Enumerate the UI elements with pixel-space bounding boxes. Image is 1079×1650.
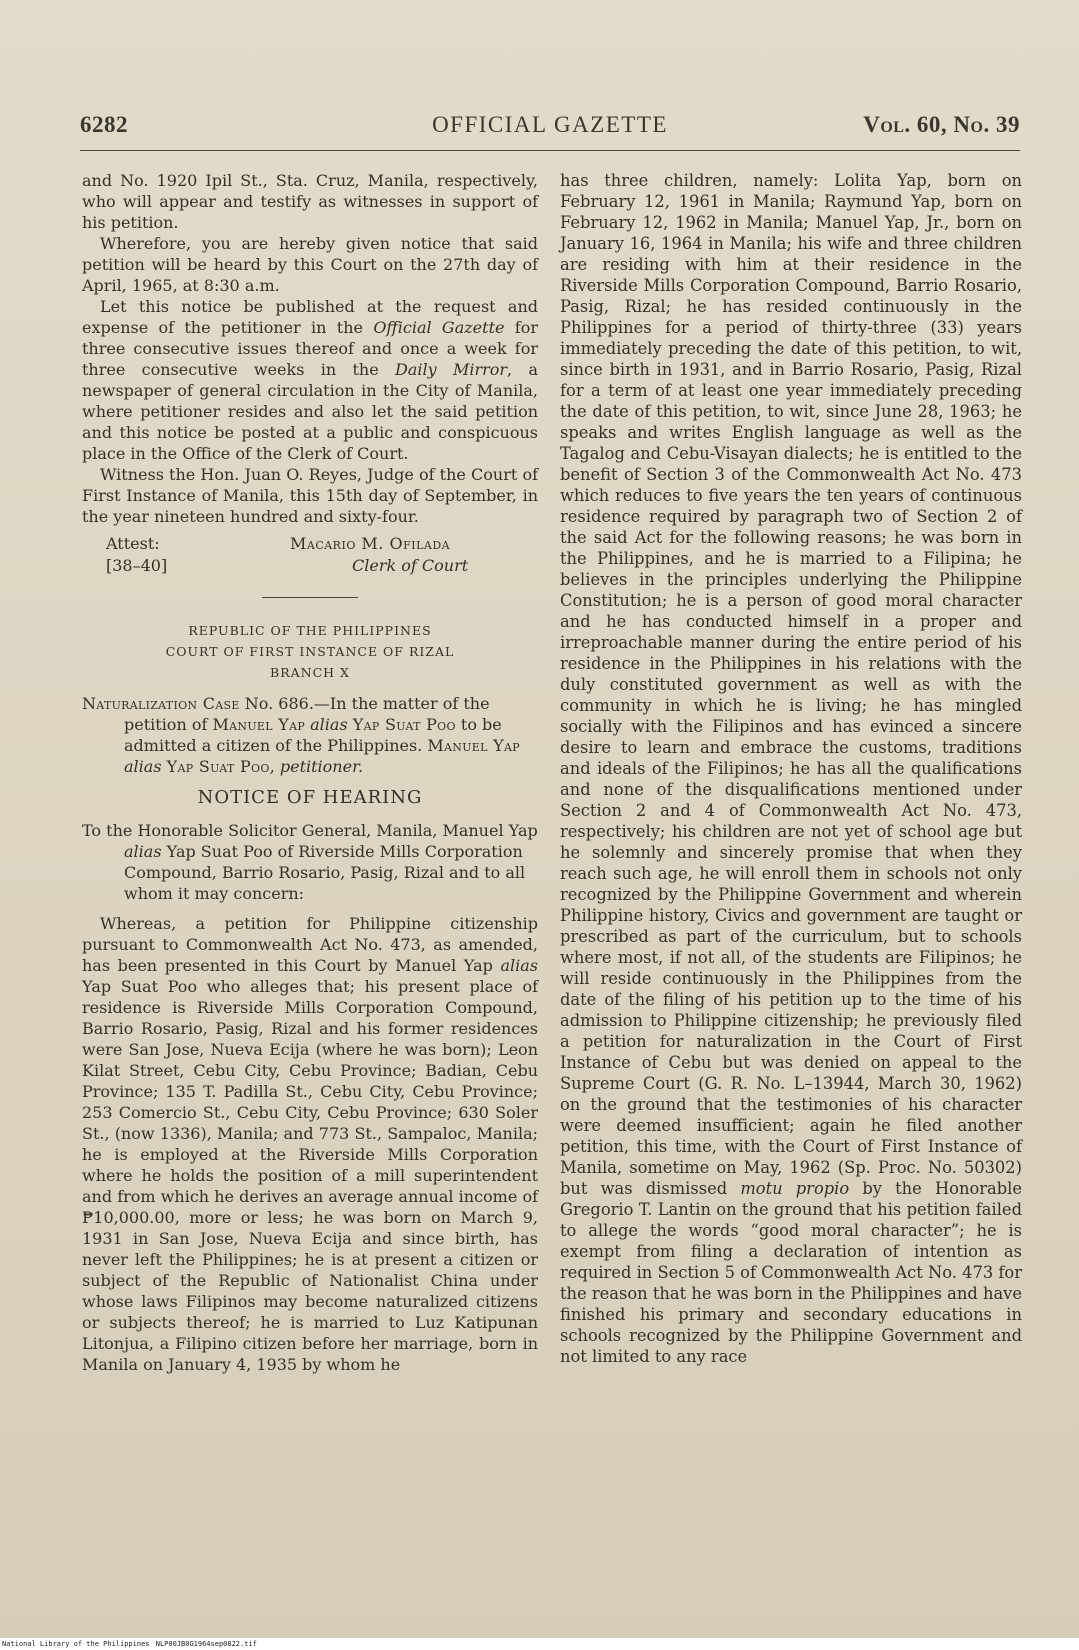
issue-reference: [38–40] <box>106 556 168 575</box>
addressee-paragraph: To the Honorable Solicitor General, Manila, Manuel Yap alias Yap Suat Poo of Riverside Mills Corporation Compound, Barrio Rosario, Pasig, Rizal and to all whom it may concern: <box>82 821 538 903</box>
paragraph-hearing-date: Wherefore, you are hereby given notice that said petition will be heard by this Court on the 27th day of April, 1965, at 8:30 a.m. <box>82 234 538 295</box>
paragraph-publication: Let this notice be published at the request and expense of the petitioner in the Official Gazette for three consecutive issues thereof and once a week for three consecutive weeks in the Daily Mirror, a newspaper of general circulation in the City of Manila, where petitioner resides and also let the said petition and this notice be posted at a public and conspicuous place in the Office of the Clerk of Court. <box>82 297 538 463</box>
left-column <box>82 170 538 1375</box>
publication-title: OFFICIAL GAZETTE <box>432 112 668 137</box>
court-heading <box>82 620 538 683</box>
paragraph-witnesses: and No. 1920 Ipil St., Sta. Cruz, Manila, respectively, who will appear and testify as witnesses in support of his petition. <box>82 171 538 232</box>
paragraph-witness-judge: Witness the Hon. Juan O. Reyes, Judge of the Court of First Instance of Manila, this 15th day of September, in the year nineteen hundred and sixty-four. <box>82 465 538 526</box>
notice-title: NOTICE OF HEARING <box>197 787 423 808</box>
case-caption: Naturalization Case No. 686.—In the matter of the petition of Manuel Yap alias Yap Suat Poo to be admitted a citizen of the Philippines. Manuel Yap alias Yap Suat Poo, petitioner. <box>82 694 520 776</box>
header-rule <box>80 150 1020 151</box>
attest-block <box>82 529 538 575</box>
whereas-paragraph: Whereas, a petition for Philippine citizenship pursuant to Commonwealth Act No. 473, as amended, has been presented in this Court by Manuel Yap alias Yap Suat Poo who alleges that; his present place of residence is Riverside Mills Corporation Compound, Barrio Rosario, Pasig, Rizal and his former residences were San Jose, Nueva Ecija (where he was born); Leon Kilat Street, Cebu City, Cebu Province; Badian, Cebu Province; 135 T. Padilla St., Cebu City, Cebu Province; 253 Comercio St., Cebu City, Cebu Province; 630 Soler St., (now 1336), Manila; and 773 St., Sampaloc, Manila; he is employed at the Riverside Mills Corporation where he holds the position of a mill superintendent and from which he derives an average annual income of ₱10,000.00, more or less; he was born on March 9, 1931 in San Jose, Nueva Ecija and since birth, has never left the Philippines; he is at present a citizen or subject of the Republic of Nationalist China under whose laws Filipinos may become naturalized citizens or subjects thereof; he is married to Luz Katipunan Litonjua, a Filipino citizen before her marriage, born in Manila on January 4, 1935 by whom he <box>82 914 538 1374</box>
volume-number: Vol. 60, No. 39 <box>863 112 1020 137</box>
scan-filename: NLP00JB0G1964sep0822.tif <box>155 1640 257 1648</box>
petition-continuation: has three children, namely: Lolita Yap, born on February 12, 1961 in Manila; Raymund Yap, born on February 12, 1962 in Manila; Manuel Yap, Jr., born on January 16, 1964 in Manila; his wife and three children are residing with him at their residence in the Riverside Mills Corporation Compound, Barrio Rosario, Pasig, Rizal; he has resided continuously in the Philippines for a period of thirty-three (33) years immediately preceding the date of this petition, to wit, since birth in 1931, and in Barrio Rosario, Pasig, Rizal for a term of at least one year immediately preceding the date of this petition, to wit, since June 28, 1963; he speaks and writes English language as well as the Tagalog and Cebu-Visayan dialects; he is entitled to the benefit of Section 3 of the Commonwealth Act No. 473 which reduces to five years the ten years of continuous residence required by paragraph two of Section 2 of the said Act for the following reasons; he was born in the Philippines, and he is married to a Filipina; he believes in the principles underlying the Philippine Constitution; he is a person of good moral character and he has conducted himself in a proper and irreproachable manner during the entire period of his residence in the Philippines in his relations with the duly constituted government as well as with the community in which he is living; he has mingled socially with the Filipinos and has evinced a sincere desire to learn and embrace the customs, traditions and ideals of the Filipinos; he has all the qualifications and none of the disqualifications mentioned under Section 2 and 4 of Commonwealth Act No. 473, respectively; his children are not yet of school age but he solemnly and sincerely promise that when they reach such age, he will enroll them in schools not only recognized by the Philippine Government and wherein Philippine history, Civics and government are taught or prescribed as part of the curriculum, but to schools where most, if not all, of the students are Filipinos; he will reside continuously in the Philippines from the date of the filing of his petition up to the time of his admission to Philippine citizenship; he previously filed a petition for naturalization in the Court of First Instance of Cebu but was denied on appeal to the Supreme Court (G. R. No. L–13944, March 30, 1962) on the ground that the testimonies of his character were deemed insufficient; again he filed another petition, this time, with the Court of First Instance of Manila, sometime on May, 1962 (Sp. Proc. No. 50302) but was dismissed motu propio by the Honorable Gregorio T. Lantin on the ground that his petition failed to allege the words “good moral character”; he is exempt from filing a declaration of intention as required in Section 5 of Commonwealth Act No. 473 for the reason that he was born in the Philippines and have finished his primary and secondary educations in schools recognized by the Philippine Government and not limited to any race <box>560 171 1023 1366</box>
court-heading-republic: REPUBLIC OF THE PHILIPPINES <box>188 623 432 638</box>
page-number: 6282 <box>80 112 128 137</box>
court-heading-branch: BRANCH X <box>270 665 350 680</box>
court-heading-court: COURT OF FIRST INSTANCE OF RIZAL <box>165 644 455 659</box>
library-credit: National Library of the Philippines <box>2 1640 150 1648</box>
clerk-name: Macario M. Ofilada <box>290 534 451 553</box>
clerk-title: Clerk of Court <box>352 556 469 575</box>
section-divider <box>262 597 358 598</box>
right-column <box>560 170 1022 1367</box>
attest-label: Attest: <box>106 534 160 553</box>
page-header <box>80 104 1020 140</box>
scan-footer <box>0 1638 1079 1650</box>
